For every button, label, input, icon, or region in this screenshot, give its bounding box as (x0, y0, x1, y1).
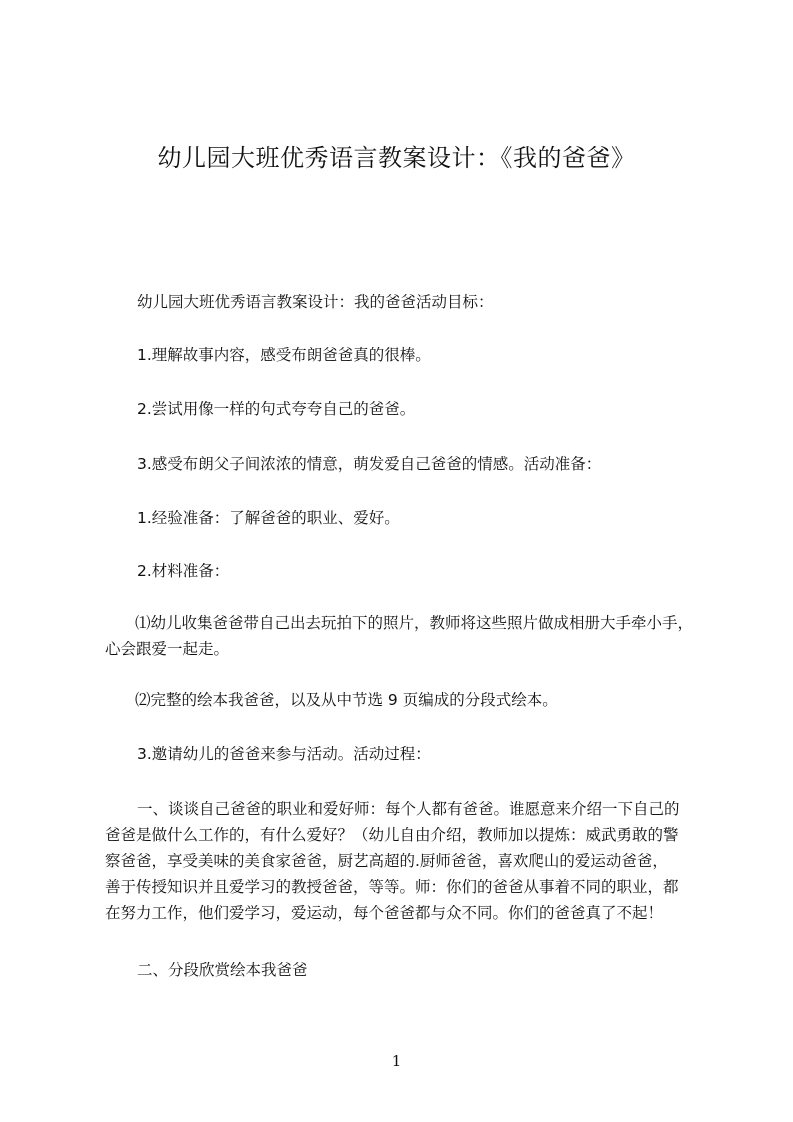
paragraph-text: 二、分段欣赏绘本我爸爸 (137, 961, 308, 979)
paragraph-line: 爸爸是做什么工作的，有什么爱好？（幼儿自由介绍，教师加以提炼：威武勇敢的警 (105, 826, 679, 844)
paragraph-line: 察爸爸，享受美味的美食家爸爸，厨艺高超的.厨师爸爸，喜欢爬山的爱运动爸爸， (105, 852, 668, 870)
paragraph-line: 善于传授知识并且爱学习的教授爸爸，等等。师：你们的爸爸从事着不同的职业，都 (105, 878, 679, 896)
paragraph-text: 2.材料准备： (137, 562, 230, 580)
paragraph-materials-2 (105, 687, 705, 713)
paragraph-line: ⑴幼儿收集爸爸带自己出去玩拍下的照片，教师将这些照片做成相册大手牵小手， (135, 614, 694, 632)
paragraph-text: 2.尝试用像一样的句式夸夸自己的爸爸。 (137, 400, 416, 418)
paragraph-section-two (105, 957, 705, 983)
paragraph-goal-2 (105, 396, 705, 422)
paragraph-line: 在努力工作，他们爱学习，爱运动，每个爸爸都与众不同。你们的爸爸真了不起！ (105, 904, 664, 922)
paragraph-text: 3.邀请幼儿的爸爸来参与活动。活动过程： (137, 745, 431, 763)
paragraph-prep-1 (105, 505, 705, 531)
paragraph-text: 3.感受布朗父子间浓浓的情意，萌发爱自己爸爸的情感。活动准备： (137, 455, 602, 473)
paragraph-text: 1.经验准备：了解爸爸的职业、爱好。 (137, 509, 400, 527)
paragraph-line: 心会跟爱一起走。 (105, 640, 230, 658)
paragraph-text: 1.理解故事内容，感受布朗爸爸真的很棒。 (137, 346, 431, 364)
paragraph-line: 一、谈谈自己爸爸的职业和爱好师：每个人都有爸爸。谁愿意来介绍一下自己的 (137, 800, 680, 818)
paragraph-materials-1 (105, 610, 705, 662)
paragraph-goal-3 (105, 451, 705, 477)
page-number: 1 (391, 1052, 402, 1070)
paragraph-goal-1 (105, 342, 705, 368)
paragraph-text: ⑵完整的绘本我爸爸，以及从中节选 9 页编成的分段式绘本。 (135, 691, 558, 709)
paragraph-section-one (105, 796, 705, 926)
paragraph-text: 幼儿园大班优秀语言教案设计：我的爸爸活动目标： (137, 293, 494, 311)
document-title: 幼儿园大班优秀语言教案设计：《我的爸爸》 (157, 144, 636, 172)
paragraph-invite-parents (105, 741, 705, 767)
paragraph-activity-goals (105, 289, 705, 315)
paragraph-prep-2 (105, 558, 705, 584)
